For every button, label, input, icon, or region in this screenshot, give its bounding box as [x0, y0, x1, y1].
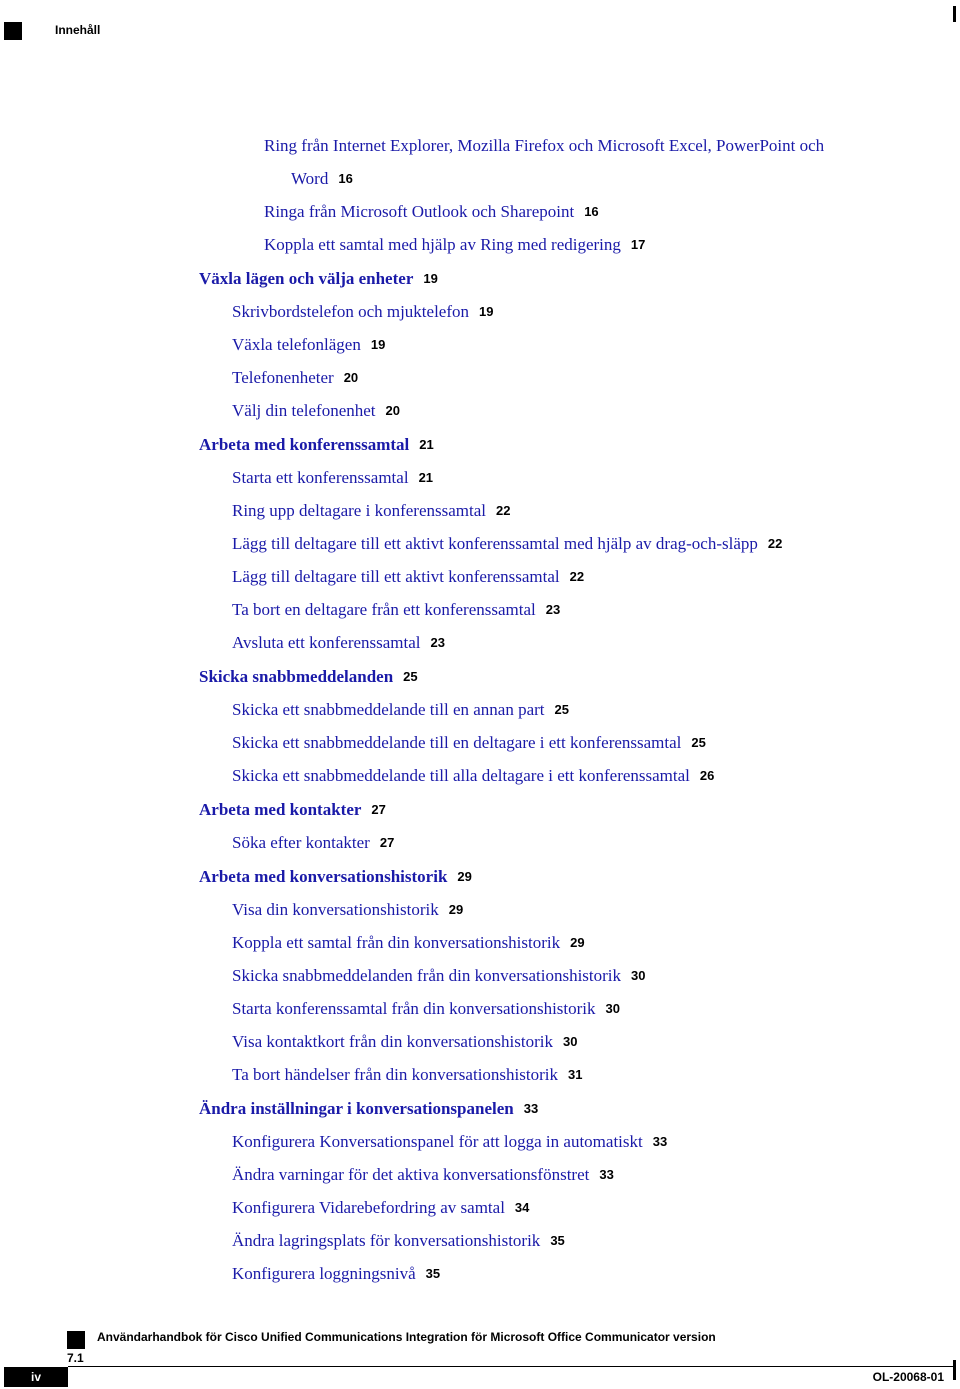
toc-entry-title: Lägg till deltagare till ett aktivt konferenssamtal — [232, 567, 560, 586]
toc-entry-vidarebefordring[interactable] — [232, 1199, 529, 1217]
toc-entry-visa-kontaktkort[interactable] — [232, 1033, 577, 1051]
toc-entry-title: Visa kontaktkort från din konversationshistorik — [232, 1032, 553, 1051]
toc-entry-page: 25 — [691, 735, 706, 750]
toc-entry-visa-konversationshistorik[interactable] — [232, 901, 463, 919]
footer-marker — [67, 1331, 85, 1349]
toc-entry-title: Söka efter kontakter — [232, 833, 370, 852]
toc-entry-title: Visa din konversationshistorik — [232, 900, 439, 919]
footer-version: 7.1 — [67, 1351, 84, 1365]
section-label: Innehåll — [55, 23, 101, 37]
toc-entry-skrivbordstelefon[interactable] — [232, 303, 493, 321]
footer-page-number: iv — [4, 1367, 68, 1387]
toc-entry-starta-konferens-fran-historik[interactable] — [232, 1000, 620, 1018]
toc-entry-ring-internet-explorer[interactable] — [264, 137, 824, 155]
toc-entry-page: 26 — [699, 768, 715, 783]
footer-edge-bar — [953, 1360, 956, 1380]
toc-entry-page: 27 — [379, 835, 395, 850]
toc-entry-title: Välj din telefonenhet — [232, 401, 376, 420]
toc-entry-avsluta-konferenssamtal[interactable] — [232, 634, 445, 652]
toc-entry-page: 33 — [652, 1134, 668, 1149]
toc-entry-page: 29 — [457, 869, 472, 884]
toc-entry-koppla-fran-historik[interactable] — [232, 934, 585, 952]
toc-entry-page: 16 — [584, 204, 599, 219]
toc-entry-title: Ändra lagringsplats för konversationshistorik — [232, 1231, 541, 1250]
toc-chapter-title: Arbeta med konversationshistorik — [199, 867, 448, 886]
toc-entry-page: 23 — [545, 602, 561, 617]
footer-divider — [68, 1366, 956, 1367]
toc-entry-page: 19 — [479, 304, 494, 319]
toc-entry-logga-in-automatiskt[interactable] — [232, 1133, 667, 1151]
toc-entry-title: Starta konferenssamtal från din konversationshistorik — [232, 999, 596, 1018]
toc-entry-loggningsniva[interactable] — [232, 1265, 440, 1283]
toc-entry-title: Skicka ett snabbmeddelande till en annan part — [232, 700, 545, 719]
toc-entry-andra-varningar[interactable] — [232, 1166, 614, 1184]
toc-entry-snabbmeddelande-alla-deltagare[interactable] — [232, 767, 714, 785]
toc-entry-title: Skicka ett snabbmeddelande till alla deltagare i ett konferenssamtal — [232, 766, 690, 785]
toc-entry-title: Koppla ett samtal från din konversationshistorik — [232, 933, 561, 952]
toc-chapter-title: Ändra inställningar i konversationspanelen — [199, 1099, 514, 1118]
toc-entry-title: Ring upp deltagare i konferenssamtal — [232, 501, 486, 520]
toc-entry-soka-kontakter[interactable] — [232, 834, 394, 852]
toc-chapter-kontakter[interactable] — [199, 801, 386, 819]
toc-entry-valj-telefonenhet[interactable] — [232, 402, 400, 420]
toc-entry-page: 35 — [425, 1266, 441, 1281]
toc-entry-title: Starta ett konferenssamtal — [232, 468, 409, 487]
toc-entry-snabbmeddelande-annan-part[interactable] — [232, 701, 569, 719]
toc-entry-title: Word — [291, 169, 329, 188]
toc-entry-page: 19 — [370, 337, 386, 352]
toc-entry-page: 22 — [495, 503, 511, 518]
toc-chapter-konversationshistorik[interactable] — [199, 868, 472, 886]
toc-entry-page: 31 — [567, 1067, 583, 1082]
toc-entry-page: 17 — [630, 237, 646, 252]
toc-entry-page: 22 — [569, 569, 585, 584]
toc-entry-page: 23 — [430, 635, 445, 650]
toc-entry-page: 30 — [562, 1034, 578, 1049]
toc-entry-page: 25 — [403, 669, 418, 684]
toc-entry-vaxla-telefonlagen[interactable] — [232, 336, 385, 354]
toc-entry-lagg-till-deltagare[interactable] — [232, 568, 584, 586]
toc-entry-page: 34 — [514, 1200, 530, 1215]
toc-entry-title: Lägg till deltagare till ett aktivt konferenssamtal med hjälp av drag-och-släpp — [232, 534, 758, 553]
toc-entry-lagringsplats[interactable] — [232, 1232, 565, 1250]
toc-entry-title: Koppla ett samtal med hjälp av Ring med redigering — [264, 235, 621, 254]
toc-entry-title: Telefonenheter — [232, 368, 334, 387]
toc-entry-page: 21 — [419, 437, 434, 452]
toc-entry-ringa-outlook[interactable] — [264, 203, 599, 221]
toc-entry-title: Ändra varningar för det aktiva konversationsfönstret — [232, 1165, 590, 1184]
toc-chapter-vaxla-lagen[interactable] — [199, 270, 438, 288]
header-edge-bar — [953, 6, 956, 22]
toc-entry-page: 20 — [385, 403, 400, 418]
toc-entry-snabbmeddelanden-fran-historik[interactable] — [232, 967, 646, 985]
toc-entry-title: Skicka snabbmeddelanden från din konversationshistorik — [232, 966, 622, 985]
toc-entry-page: 27 — [371, 802, 386, 817]
toc-entry-title: Växla telefonlägen — [232, 335, 361, 354]
toc-entry-title: Avsluta ett konferenssamtal — [232, 633, 421, 652]
toc-entry-title: Konfigurera loggningsnivå — [232, 1264, 416, 1283]
toc-entry-telefonenheter[interactable] — [232, 369, 358, 387]
toc-chapter-installningar[interactable] — [199, 1100, 538, 1118]
toc-entry-page: 21 — [418, 470, 434, 485]
toc-entry-page: 29 — [448, 902, 464, 917]
toc-entry-koppla-ring-med-redigering[interactable] — [264, 236, 645, 254]
toc-entry-title: Konfigurera Konversationspanel för att logga in automatiskt — [232, 1132, 643, 1151]
toc-entry-page: 30 — [631, 968, 646, 983]
toc-entry-title: Ta bort en deltagare från ett konferenssamtal — [232, 600, 536, 619]
toc-chapter-title: Växla lägen och välja enheter — [199, 269, 414, 288]
toc-entry-page: 29 — [570, 935, 585, 950]
footer-doc-id: OL-20068-01 — [872, 1370, 944, 1384]
toc-entry-lagg-till-drag-och-slapp[interactable] — [232, 535, 782, 553]
footer-book-title: Användarhandbok för Cisco Unified Communications Integration för Microsoft Office Communicator version — [97, 1330, 716, 1344]
toc-entry-ta-bort-handelser[interactable] — [232, 1066, 582, 1084]
toc-entry-page: 22 — [767, 536, 783, 551]
toc-entry-title: Ring från Internet Explorer, Mozilla Firefox och Microsoft Excel, PowerPoint och — [264, 136, 825, 155]
toc-entry-title: Ringa från Microsoft Outlook och Sharepoint — [264, 202, 575, 221]
toc-chapter-title: Arbeta med konferenssamtal — [199, 435, 410, 454]
toc-entry-page: 30 — [605, 1001, 620, 1016]
toc-entry-page: 16 — [338, 171, 353, 186]
toc-entry-word[interactable] — [291, 170, 353, 188]
toc-chapter-title: Skicka snabbmeddelanden — [199, 667, 394, 686]
toc-entry-page: 33 — [599, 1167, 614, 1182]
toc-entry-page: 33 — [523, 1101, 539, 1116]
toc-entry-title: Konfigurera Vidarebefordring av samtal — [232, 1198, 505, 1217]
header-marker — [4, 22, 22, 40]
toc-chapter-konferenssamtal[interactable] — [199, 436, 434, 454]
toc-entry-page: 20 — [343, 370, 359, 385]
toc-entry-page: 25 — [554, 702, 569, 717]
toc-entry-ring-upp-deltagare[interactable] — [232, 502, 510, 520]
toc-chapter-title: Arbeta med kontakter — [199, 800, 362, 819]
toc-entry-page: 19 — [423, 271, 438, 286]
toc-entry-page: 35 — [550, 1233, 565, 1248]
toc-chapter-snabbmeddelanden[interactable] — [199, 668, 418, 686]
toc-entry-title: Skrivbordstelefon och mjuktelefon — [232, 302, 470, 321]
toc-entry-title: Ta bort händelser från din konversationshistorik — [232, 1065, 558, 1084]
toc-entry-ta-bort-deltagare[interactable] — [232, 601, 560, 619]
toc-entry-snabbmeddelande-en-deltagare[interactable] — [232, 734, 706, 752]
toc-entry-starta-konferenssamtal[interactable] — [232, 469, 433, 487]
toc-entry-title: Skicka ett snabbmeddelande till en deltagare i ett konferenssamtal — [232, 733, 682, 752]
